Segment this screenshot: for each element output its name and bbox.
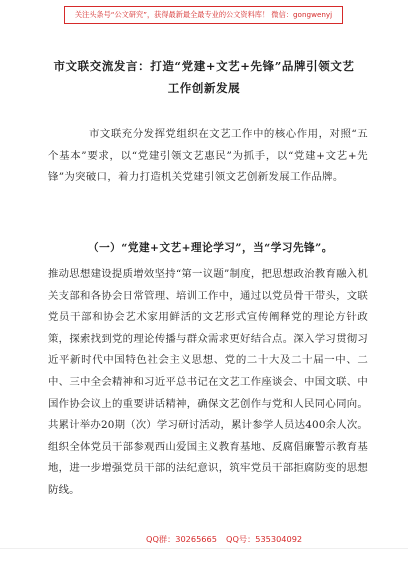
promo-banner-text: 关注头条号“公文研究”，获得最新最全最专业的公文资料库！ 微信：gongwenyj <box>74 10 333 19</box>
footer-qq-group: QQ群：30265665 <box>146 534 217 544</box>
document-title-line-2: 工作创新发展 <box>167 81 241 95</box>
promo-banner-box <box>64 6 343 24</box>
top-banner <box>0 0 408 36</box>
document-title-line-1: 市文联交流发言：打造“党建+文艺+先锋”品牌引领文艺 <box>53 59 355 73</box>
section-body-paragraph: 推动思想建设提质增效坚持“第一议题”制度，把思想政治教育融入机关支部和各协会日常管理、培训工作中，通过以党员骨干带头，文联党员干部和协会艺术家用鲜活的文艺形式宣传阐释党的理论方针政策，探索找到党的理论传播与群众需求更好结合点。深入学习贯彻习近平新时代中国特色社会主义思想、党的二十大及二十届一中、二中、三中全会精神和习近平总书记在文艺工作座谈会、中国文联、中国作协会议上的重要讲话精神，确保文艺创作与党和人民同心同向。共累计举办20期（次）学习研讨活动，累计参学人员达400余人次。组织全体党员干部参观西山爱国主义教育基地、反腐倡廉警示教育基地，进一步增强党员干部的法纪意识，筑牢党员干部拒腐防变的思想防线。 <box>48 268 368 496</box>
footer-divider <box>0 548 408 549</box>
section-heading: （一）“党建+文艺+理论学习”，当“学习先锋”。 <box>88 242 333 254</box>
intro-paragraph: 市文联充分发挥党组织在文艺工作中的核心作用，对照“五个基本”要求，以“党建引领文艺惠民”为抓手，以“党建+文艺+先锋”为突破口，着力打造机关党建引领文艺创新发展工作品牌。 <box>48 128 368 184</box>
footer-qq: QQ号：535304092 <box>226 534 303 544</box>
